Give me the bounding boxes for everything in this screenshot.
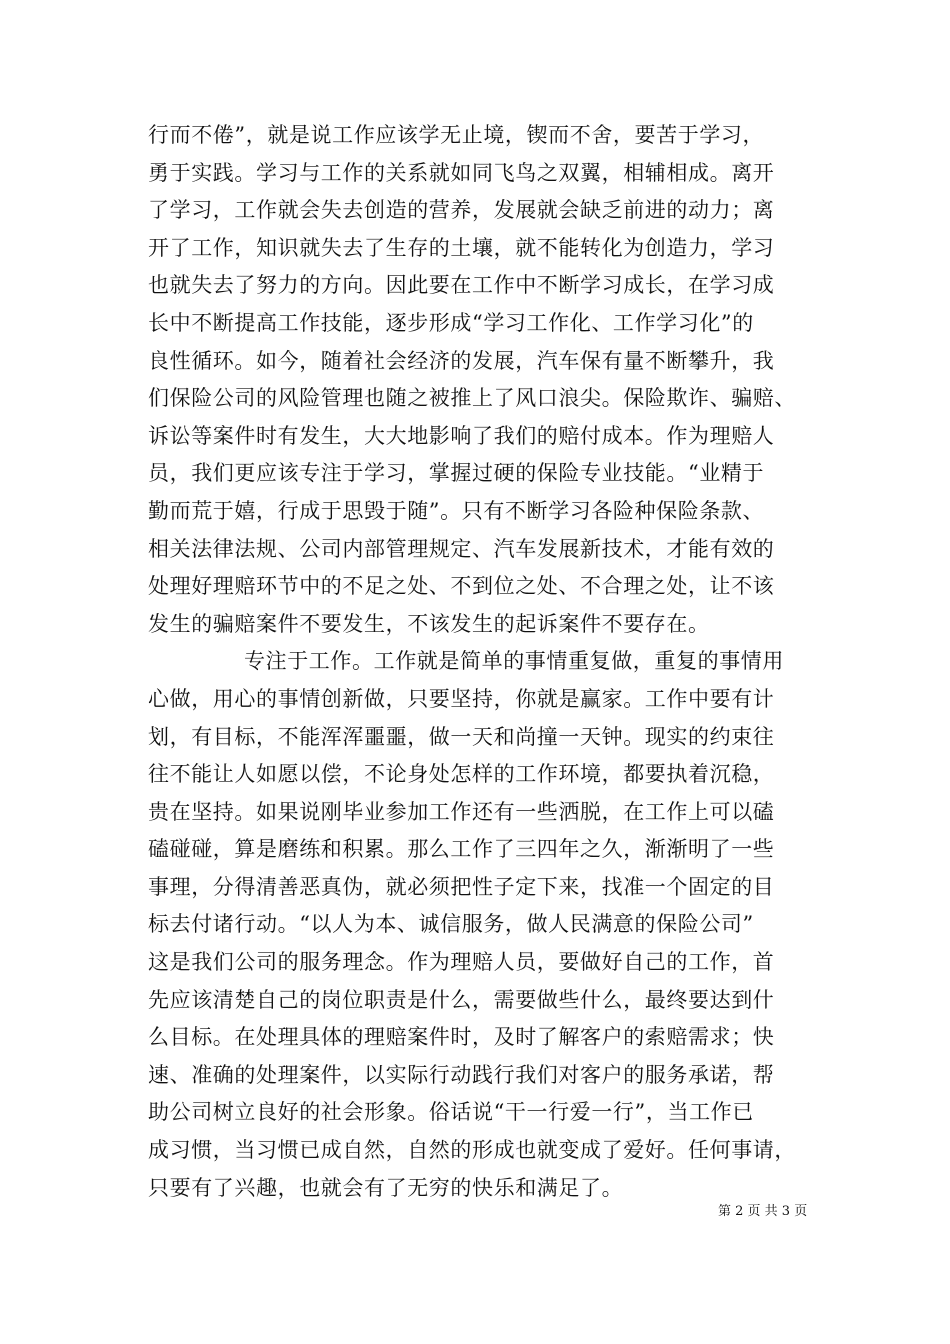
text-line: 处理好理赔环节中的不足之处、不到位之处、不合理之处，让不该: [148, 574, 775, 599]
text-line: 助公司树立良好的社会形象。俗话说“干一行爱一行”，当工作已: [148, 1100, 754, 1125]
text-line: 良性循环。如今，随着社会经济的发展，汽车保有量不断攀升，我: [148, 348, 775, 373]
text-line: 这是我们公司的服务理念。作为理赔人员，要做好自己的工作，首: [148, 950, 775, 975]
text-line: 了学习，工作就会失去创造的营养，发展就会缺乏前进的动力；离: [148, 198, 775, 223]
text-line: 先应该清楚自己的岗位职责是什么，需要做些什么，最终要达到什: [148, 987, 775, 1012]
text-line: 只要有了兴趣，也就会有了无穷的快乐和满足了。: [148, 1175, 624, 1200]
paragraph-1: [148, 117, 808, 643]
text-line: 们保险公司的风险管理也随之被推上了风口浪尖。保险欺诈、骗赔、: [148, 386, 796, 411]
text-line: 成习惯，当习惯已成自然，自然的形成也就变成了爱好。任何事请，: [148, 1138, 796, 1163]
text-line: 勤而荒于嬉，行成于思毁于随”。只有不断学习各险种保险条款、: [148, 498, 765, 523]
body-text: [148, 117, 808, 1207]
text-line: 勇于实践。学习与工作的关系就如同飞鸟之双翼，相辅相成。离开: [148, 160, 775, 185]
text-line: 标去付诸行动。“以人为本、诚信服务，做人民满意的保险公司”: [148, 912, 754, 937]
text-line: 员，我们更应该专注于学习，掌握过硬的保险专业技能。“业精于: [148, 461, 765, 486]
text-line: 事理，分得清善恶真伪，就必须把性子定下来，找准一个固定的目: [148, 874, 775, 899]
text-line: 速、准确的处理案件，以实际行动践行我们对客户的服务承诺，帮: [148, 1062, 775, 1087]
text-line: 发生的骗赔案件不要发生，不该发生的起诉案件不要存在。: [148, 611, 710, 636]
text-line: 心做，用心的事情创新做，只要坚持，你就是赢家。工作中要有计: [148, 686, 775, 711]
text-line: 开了工作，知识就失去了生存的土壤，就不能转化为创造力，学习: [148, 235, 775, 260]
text-line: 也就失去了努力的方向。因此要在工作中不断学习成长，在学习成: [148, 273, 775, 298]
text-line: 相关法律法规、公司内部管理规定、汽车发展新技术，才能有效的: [148, 536, 775, 561]
text-line: 专注于工作。工作就是简单的事情重复做，重复的事情用: [244, 649, 784, 674]
page-number: 第 2 页 共 3 页: [718, 1204, 808, 1219]
text-line: 诉讼等案件时有发生，大大地影响了我们的赔付成本。作为理赔人: [148, 423, 775, 448]
text-line: 么目标。在处理具体的理赔案件时，及时了解客户的索赔需求；快: [148, 1025, 775, 1050]
text-line: 长中不断提高工作技能，逐步形成“学习工作化、工作学习化”的: [148, 310, 754, 335]
text-line: 磕碰碰，算是磨练和积累。那么工作了三四年之久，渐渐明了一些: [148, 837, 775, 862]
text-line: 划，有目标，不能浑浑噩噩，做一天和尚撞一天钟。现实的约束往: [148, 724, 775, 749]
text-line: 行而不倦”，就是说工作应该学无止境，锲而不舍，要苦于学习，: [148, 123, 765, 147]
text-line: 往不能让人如愿以偿，不论身处怎样的工作环境，都要执着沉稳，: [148, 762, 775, 787]
paragraph-2: [148, 643, 808, 1207]
text-line: 贵在坚持。如果说刚毕业参加工作还有一些洒脱，在工作上可以磕: [148, 799, 775, 824]
